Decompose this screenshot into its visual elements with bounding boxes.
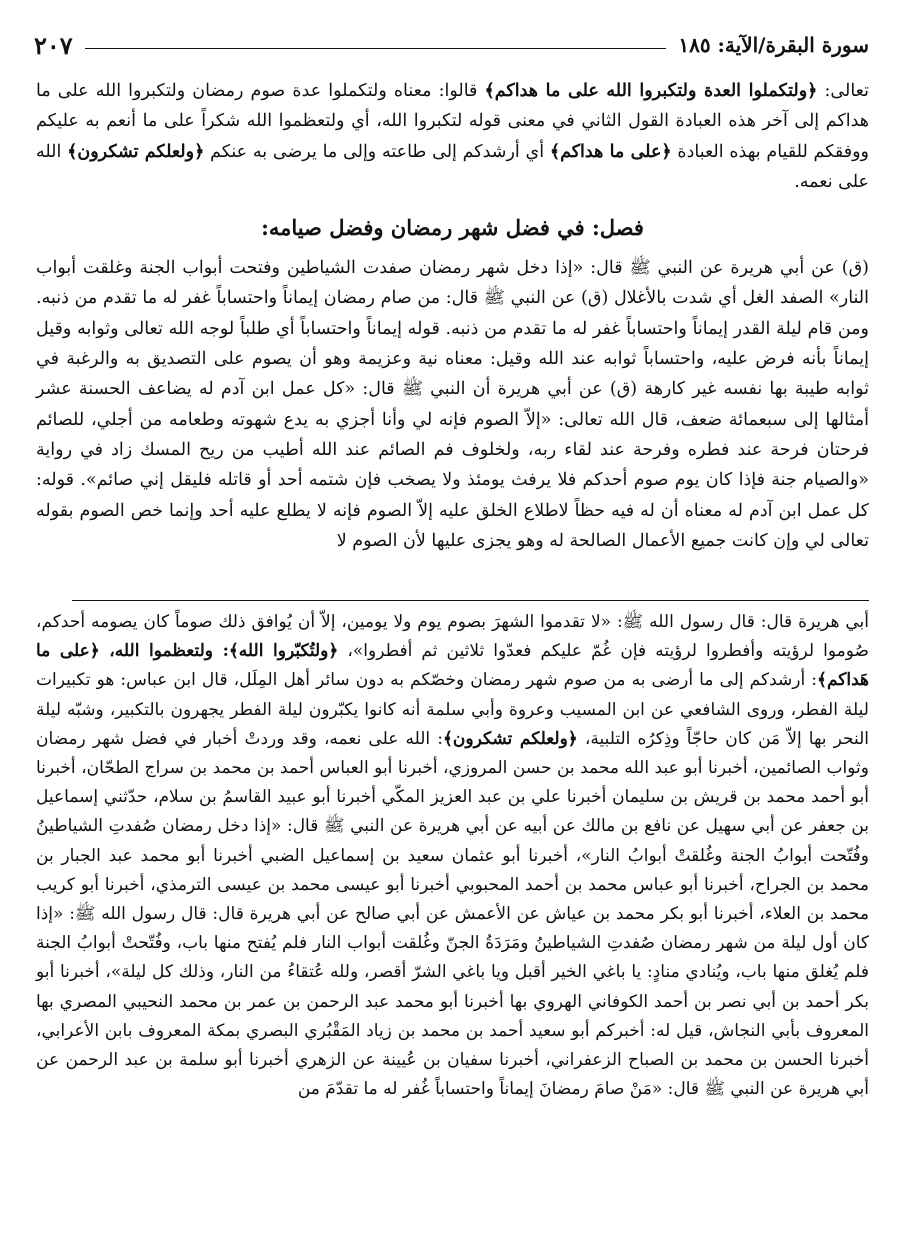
page-number: ٢٠٧ (34, 30, 73, 60)
text-segment: قالوا: معناه ولتكملوا عدة صوم رمضان ولتكبروا الله على ما هداكم إلى آخر هذه العبادة القول الثاني في معنى قوله لتكبروا الله، أي ولتعظموا الله شكراً على ما أنعم به عليكم ووفقكم للقيام بهذه العبادة (36, 81, 869, 162)
footnote-separator (72, 600, 869, 601)
text-segment: الله على نعمه. (36, 141, 869, 192)
hadith-paragraph: (ق) عن أبي هريرة عن النبي ﷺ قال: «إذا دخل شهر رمضان صفدت الشياطين وفتحت أبواب الجنة وغلقت أبواب النار» الصفد الغل أي شدت بالأغلال (ق) عن النبي ﷺ قال: من صام رمضان إيماناً واحتساباً غفر له ما تقدم من ذنبه. ومن قام ليلة القدر إيماناً واحتساباً غفر له ما تقدم من ذنبه. قوله إيماناً واحتساباً أي طلباً لوجه الله تعالى وثوابه وقيل إيماناً بأنه فرض عليه، واحتساباً ثوابه عند الله وقيل: معناه نية وعزيمة وهو أن يصوم على التصديق به والرغبة في ثوابه طيبة بها نفسه غير كارهة (ق) عن أبي هريرة أن النبي ﷺ قال: «كل عمل ابن آدم له يضاعف الحسنة عشر أمثالها إلى سبعمائة ضعف، قال الله تعالى: «إلاّ الصوم فإنه لي وأنا أجزي به يدع شهوته وطعامه من أجلي، للصائم فرحتان فرحة عند فطره وفرحة عند لقاء ربه، ولخلوف فم الصائم عند الله أطيب من ريح المسك زاد في رواية «والصيام جنة فإذا كان يوم صوم أحدكم فلا يرفث يومئذ ولا يصخب فإن شتمه أحد أو قاتله فليقل إني صائم». قوله: كل عمل ابن آدم له معناه أن له فيه حظاً لاطلاع الخلق عليه إلاّ الصوم فإنه لا يطلع عليه أحد وإنما خص الصوم بقوله تعالى لي وإن كانت جميع الأعمال الصالحة له وهو يجزى عليها لأن الصوم لا (36, 258, 869, 551)
text-segment: : أرشدكم إلى ما أرضى به من صوم شهر رمضان وخصّكم به دون سائر أهل المِلَل، قال ابن عباس: هو تكبيرات ليلة الفطر، وروى الشافعي عن ابن المسيب وعروة وأبي سلمة أنه كانوا يكبّرون ليلة الفطر يجهرون بالتكبير، وشبّه ليلة النحر بها إلاّ مَن كان حاجّاً وذِكرُه التلبية، (36, 670, 870, 749)
page-header (34, 28, 869, 62)
text-segment: : الله على نعمه، وقد وردتْ أخبار في فضل شهر رمضان وثواب الصائمين، أخبرنا أبو عبد الله محمد بن حسن المروزي، أخبرنا أبو العباس أحمد بن محمد بن سراج الطحّان، أخبرنا أبو أحمد محمد بن قريش بن سليمان أخبرنا علي بن عبد العزيز المكّي أخبرنا أبو عبيد القاسمُ بن سلام، حدّثني إسماعيل بن جعفر عن أبي سهيل عن نافع بن مالك عن أبيه عن أبي هريرة عن النبي ﷺ قال: «إذا دخل رمضان صُفدتِ الشياطينُ وفُتّحت أبوابُ الجنة وغُلقتْ أبوابُ النار»، أخبرنا أبو عثمان سعيد بن إسماعيل الضبي أخبرنا أبو محمد عبد الجبار بن محمد بن الجراح، أخبرنا أبو عباس محمد بن أحمد المحبوبي أخبرنا أبو عيسى محمد بن عيسى الترمذي، أخبرنا أبو كريب محمد بن العلاء، أخبرنا أبو بكر محمد بن عياش عن الأعمش عن أبي صالح عن أبي هريرة قال: قال رسول الله ﷺ: «إذا كان أول ليلة من شهر رمضان صُفدتِ الشياطينُ ومَرَدَةُ الجنّ وغُلقت أبواب النار فلم يُفتح منها باب، وفُتّحتْ أبوابُ الجنة فلم يُغلق منها باب، ويُنادي منادٍ: يا باغي الخير أقبل ويا باغي الشرّ أقصر، ولله عُتقاءُ من النار، وذلك كل ليلة»، أخبرنا أبو بكر أحمد بن أبي نصر بن أحمد الكوفاني الهروي بها أخبرنا أبو محمد عبد الرحمن بن عمر بن محمد النحيبي المصري بها المعروف بأبي النجاش، قيل له: أخبركم أبو سعيد أحمد بن محمد بن زياد المَقْبُري البصري بمكة المعروف بابن الأعرابي، أخبرنا الحسن بن محمد بن الصباح الزعفراني، أخبرنا سفيان بن عُيينة عن الزهري أخبرنا أبو سلمة بن عبد الرحمن عن أبي هريرة عن النبي ﷺ قال: «مَنْ صامَ رمضانَ إيماناً واحتساباً غُفر له ما تقدّمَ من (36, 728, 869, 1100)
text-segment: أي أرشدكم إلى طاعته وإلى ما يرضى به عنكم (204, 141, 550, 162)
quran-quote: ﴿ولتُكبّروا الله﴾ (228, 641, 339, 662)
text-segment: تعالى: (817, 81, 869, 101)
text-segment: أبي هريرة قال: قال رسول الله ﷺ: «لا تقدموا الشهرَ بصوم يوم ولا يومين، إلاّ أن يُوافق ذلك صوماً كان يصومه أحدكم، صُوموا لرؤيته وأفطروا لرؤيته فإن غُمّ عليكم فعدّوا ثلاثين ثم أفطروا»، (36, 612, 869, 662)
tafsir-paragraph (36, 76, 869, 197)
lower-commentary (36, 608, 869, 1104)
main-text (36, 76, 869, 556)
commentary-paragraph (36, 608, 869, 1104)
quran-quote: ﴿ولعلكم تشكرون﴾ (442, 728, 578, 749)
surah-title: سورة البقرة/الآية: ١٨٥ (678, 33, 869, 57)
quran-quote: ﴿على ما هداكم﴾ (549, 141, 672, 162)
text-segment: : ولتعظموا الله، (99, 641, 229, 662)
quran-quote: ﴿ولعلكم تشكرون﴾ (67, 141, 205, 162)
header-rule (85, 48, 667, 49)
quran-quote: ﴿ولتكملوا العدة ولتكبروا الله على ما هداكم﴾ (484, 81, 818, 101)
quran-quote: ﴿على ما هَداكم﴾ (36, 641, 869, 691)
section-heading: فصل: في فضل شهر رمضان وفضل صيامه: (261, 215, 644, 241)
